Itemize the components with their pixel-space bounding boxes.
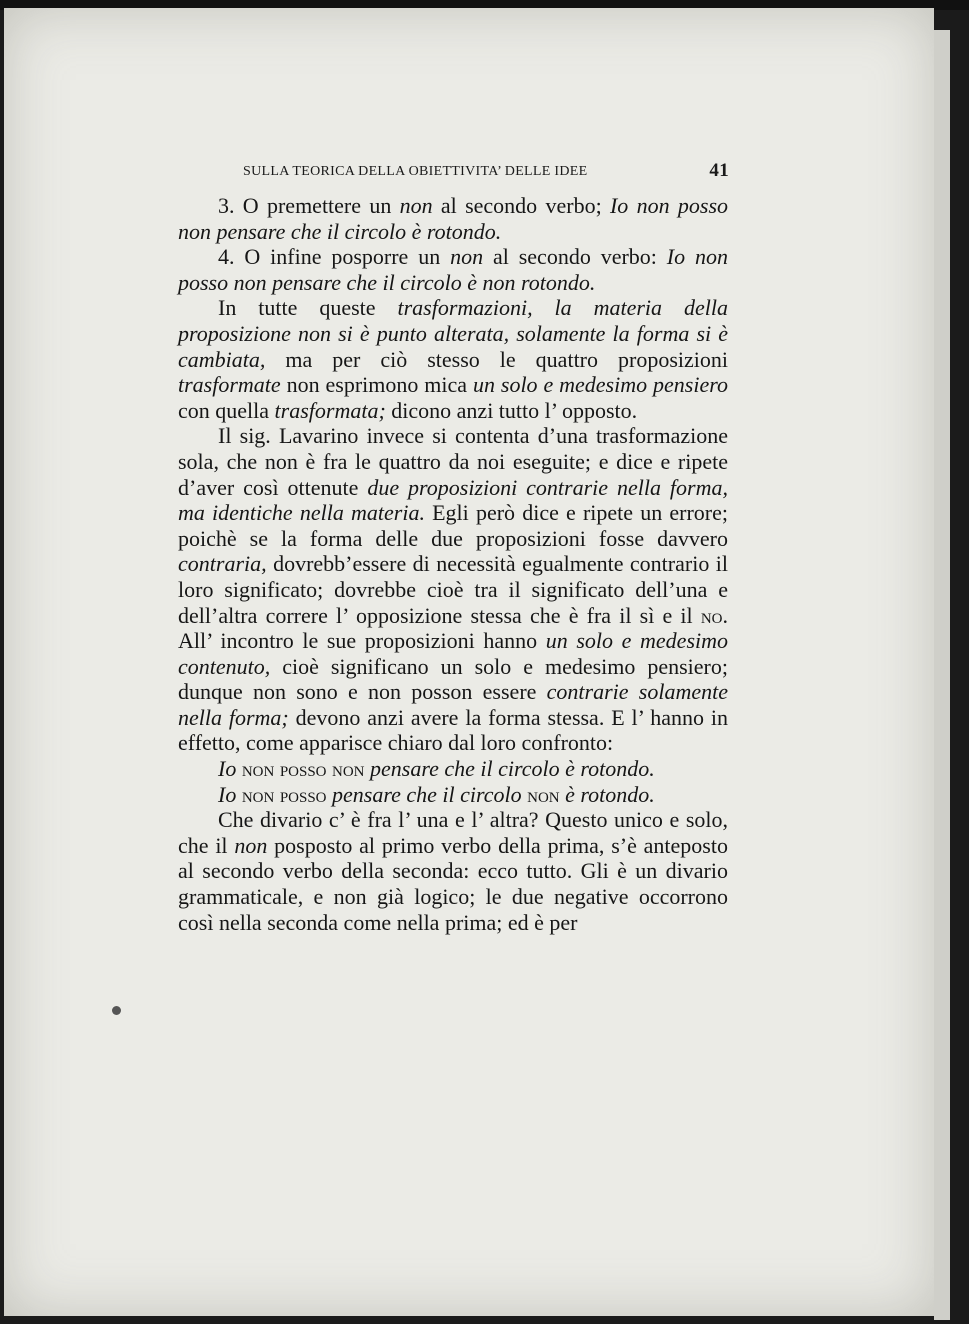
text-run: Il sig. Lavarino invece si contenta d’una trasformazione sola, che non è fra le quattro da noi eseguite; e dice e ripete d’aver così ottenute bbox=[178, 423, 728, 500]
text-run: posposto al primo verbo della prima, s’è anteposto al secondo verbo della seconda: ecco tutto. Gli è un divario grammaticale, e non già logico; le due negative occorrono così nella seconda come nella prima; ed è per bbox=[178, 832, 728, 935]
text-run: al secondo verbo; bbox=[432, 193, 610, 218]
italic-run: Io bbox=[218, 781, 237, 807]
text-run: Che divario c’ è fra l’ una e l’ altra? Questo unico e solo, che il bbox=[178, 807, 728, 858]
italic-run: trasformate bbox=[178, 372, 281, 398]
paragraph bbox=[178, 295, 728, 423]
text-run: 4. O infine posporre un bbox=[218, 244, 451, 270]
italic-run: due proposizioni contrarie nella forma, ma identiche nella materia. bbox=[178, 474, 728, 526]
italic-run: è rotondo. bbox=[559, 781, 655, 807]
italic-run: non bbox=[399, 193, 433, 218]
page-number: 41 bbox=[709, 160, 729, 181]
italic-run: Io non posso non pensare che il circolo è non rotondo. bbox=[178, 244, 729, 295]
body-text bbox=[178, 193, 728, 935]
text-run: dovrebb’essere di necessità egualmente contrario il loro significato; dovrebbe cioè tra il significato dell’una e dell’altra correre l’ opposizione stessa che è fra il sì e il bbox=[178, 551, 728, 628]
small-caps-run: non bbox=[521, 781, 560, 807]
text-run: In tutte queste bbox=[218, 295, 398, 321]
paragraph bbox=[178, 782, 728, 808]
small-caps-run: non posso bbox=[236, 781, 327, 807]
ink-smudge-icon bbox=[112, 1006, 121, 1015]
italic-run: un solo e medesimo pensiero bbox=[472, 372, 728, 398]
italic-run: contrarie solamente nella forma; bbox=[178, 679, 728, 730]
text-run: al secondo verbo: bbox=[483, 244, 667, 270]
italic-run: Io non posso non pensare che il circolo è rotondo. bbox=[178, 193, 729, 244]
text-run: 3. O premettere un bbox=[218, 193, 400, 218]
text-run: dicono anzi tutto l’ opposto. bbox=[385, 397, 638, 423]
text-run: devono anzi avere la forma stessa. E l’ hanno in effetto, come apparisce chiaro dal loro confronto: bbox=[178, 704, 728, 756]
italic-run: non bbox=[450, 244, 484, 270]
paragraph bbox=[178, 756, 728, 782]
italic-run: pensare che il circolo è rotondo. bbox=[364, 756, 655, 782]
italic-run: un solo e medesimo contenuto, bbox=[178, 628, 729, 679]
page-edge-right bbox=[934, 30, 950, 1320]
small-caps-run: non posso non bbox=[236, 756, 365, 782]
text-run: ma per ciò stesso le quattro proposizioni bbox=[265, 346, 728, 372]
italic-run: contraria, bbox=[178, 551, 267, 577]
text-run: non esprimono mica bbox=[280, 372, 473, 398]
small-caps-run: no bbox=[700, 602, 723, 628]
paragraph bbox=[178, 807, 728, 935]
paragraph bbox=[178, 193, 728, 244]
text-run: . All’ incontro le sue proposizioni hanno bbox=[178, 602, 728, 654]
text-run: Egli però dice e ripete un errore; poichè se la forma delle due proposizioni fosse davvero bbox=[178, 500, 728, 551]
italic-run: Io bbox=[218, 756, 237, 782]
italic-run: pensare che il circolo bbox=[326, 781, 522, 807]
italic-run: trasformazioni, la materia della proposizione non si è punto alterata, solamente la forma si è cambiata, bbox=[178, 295, 728, 372]
italic-run: trasformata; bbox=[274, 397, 386, 423]
text-run: cioè significano un solo e medesimo pensiero; dunque non sono e non posson essere bbox=[178, 653, 728, 705]
italic-run: non bbox=[234, 832, 268, 858]
page-header bbox=[243, 162, 729, 184]
text-run: con quella bbox=[178, 397, 275, 423]
paragraph bbox=[178, 423, 728, 756]
paragraph bbox=[178, 244, 728, 295]
running-title: SULLA TEORICA DELLA OBIETTIVITA’ DELLE IDEE bbox=[243, 164, 588, 179]
